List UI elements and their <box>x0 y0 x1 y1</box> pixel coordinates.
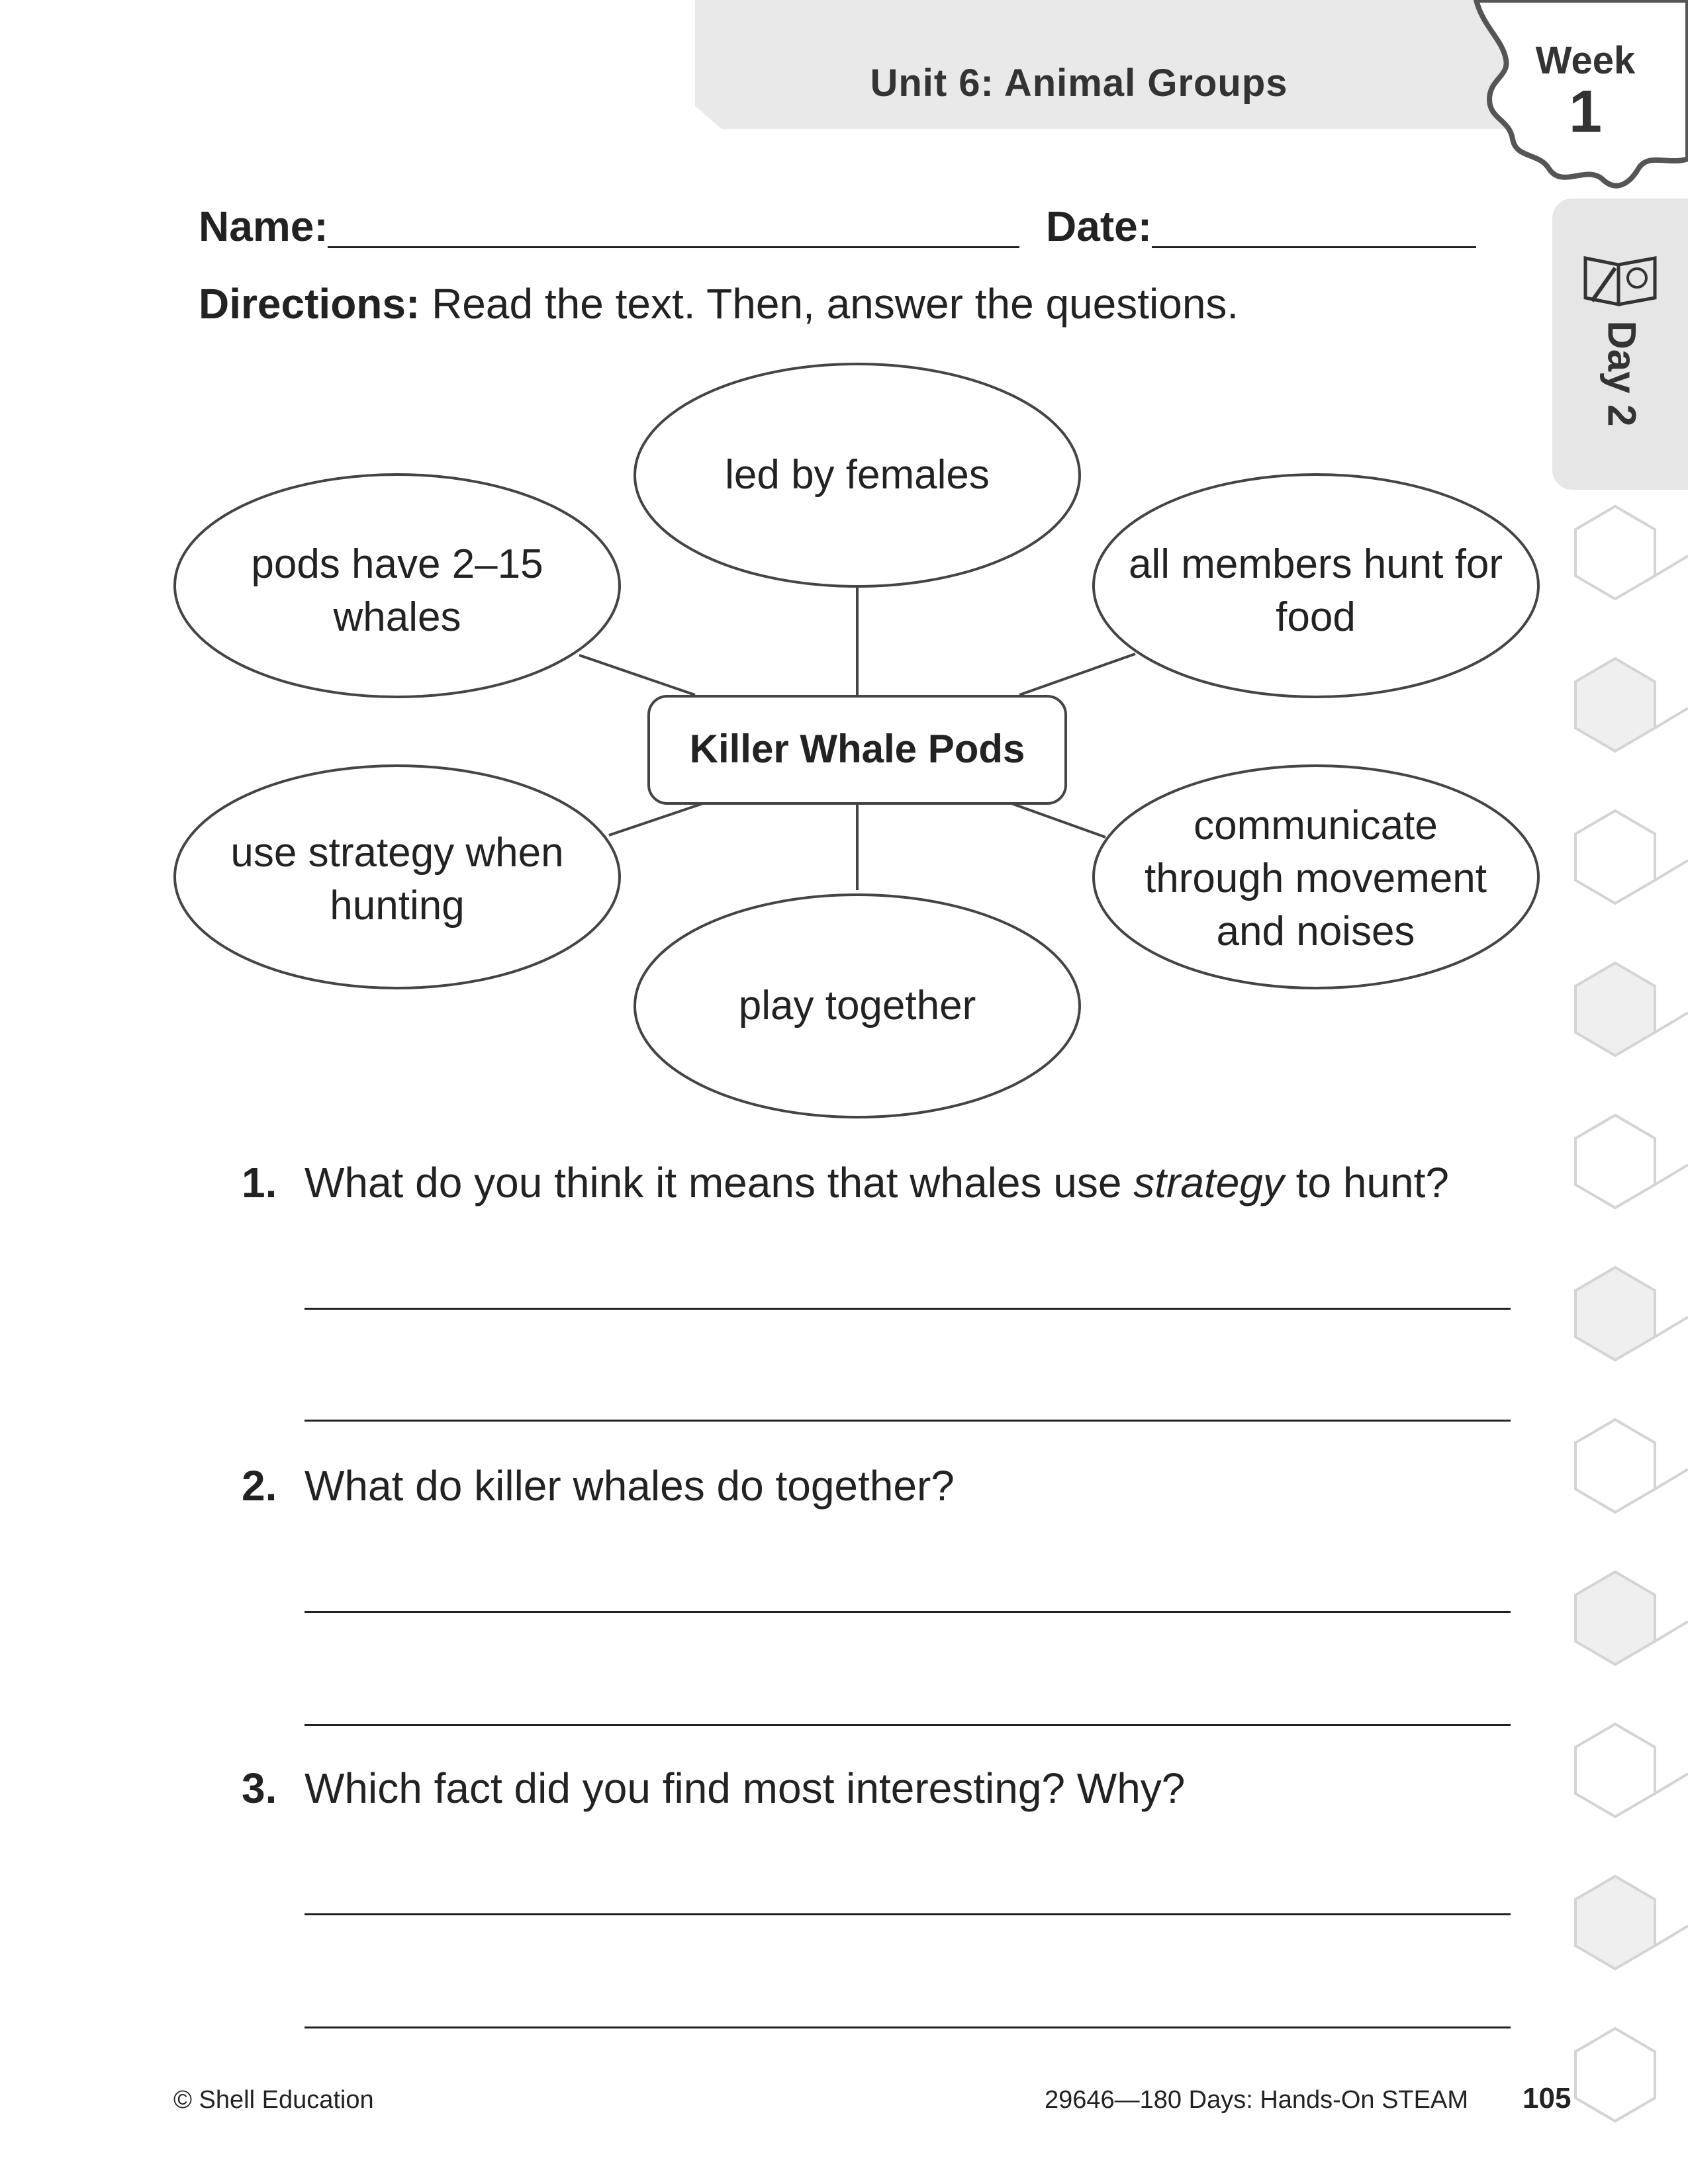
question-3-number: 3. <box>242 1764 277 1812</box>
answer-line-1a[interactable] <box>305 1308 1511 1310</box>
name-label: Name: <box>199 203 328 250</box>
node-play-together: play together <box>738 983 976 1028</box>
answer-line-1b[interactable] <box>305 1420 1511 1422</box>
connector-top-left <box>579 655 695 695</box>
footer-copyright: © Shell Education <box>173 2086 374 2114</box>
connector-bottom-right <box>1009 803 1105 837</box>
question-2-text: What do killer whales do together? <box>305 1462 955 1510</box>
node-use-strategy: use strategy when hunting <box>230 830 564 929</box>
node-led-by-females: led by females <box>725 452 990 498</box>
day-label-text: Day 2 <box>1599 320 1644 427</box>
unit-title: Unit 6: Animal Groups <box>870 62 1288 105</box>
week-number: 1 <box>1568 79 1603 145</box>
node-communicate: communicate through movement and noises <box>1145 803 1487 954</box>
week-label: Week <box>1535 39 1636 82</box>
node-pods-size: pods have 2–15 whales <box>251 541 543 640</box>
question-1-emphasis: strategy <box>1133 1159 1284 1206</box>
question-1-text <box>305 1158 1449 1207</box>
connector-top-right <box>1019 654 1135 695</box>
question-3-text: Which fact did you find most interesting? Why? <box>305 1764 1186 1812</box>
answer-line-2a[interactable] <box>305 1611 1511 1613</box>
footer-title: 29646—180 Days: Hands-On STEAM <box>1045 2086 1468 2114</box>
directions-text: Read the text. Then, answer the questions. <box>420 280 1239 328</box>
question-2-number: 2. <box>242 1462 277 1510</box>
page-number: 105 <box>1523 2082 1571 2115</box>
question-1-number: 1. <box>242 1159 277 1206</box>
question-1-text-before: What do you think it means that whales use <box>305 1159 1134 1206</box>
center-node-text: Killer Whale Pods <box>689 727 1025 771</box>
directions-label: Directions: <box>199 280 420 328</box>
question-1-text-after: to hunt? <box>1284 1159 1449 1206</box>
answer-line-3a[interactable] <box>305 1913 1511 1915</box>
date-label: Date: <box>1046 203 1152 250</box>
answer-line-3b[interactable] <box>305 2026 1511 2028</box>
node-all-members-hunt: all members hunt for food <box>1128 541 1503 640</box>
answer-line-2b[interactable] <box>305 1724 1511 1726</box>
connector-bottom-left <box>609 803 705 835</box>
